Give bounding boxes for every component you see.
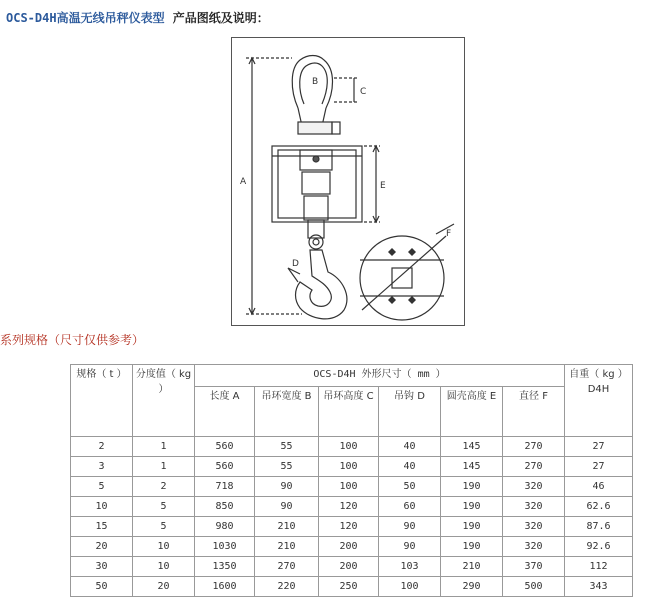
table-row — [71, 477, 633, 497]
table-cell: 112 — [565, 557, 633, 577]
table-cell: 320 — [503, 537, 565, 557]
table-cell: 250 — [319, 577, 379, 597]
col-hook-header: 吊钩 D — [379, 387, 441, 437]
page-header — [6, 9, 269, 26]
table-cell: 980 — [195, 517, 255, 537]
table-cell: 190 — [441, 497, 503, 517]
table-row — [71, 577, 633, 597]
table-cell: 210 — [255, 517, 319, 537]
table-cell: 320 — [503, 497, 565, 517]
table-cell: 145 — [441, 457, 503, 477]
table-cell: 27 — [565, 437, 633, 457]
spec-section-title: 系列规格（尺寸仅供参考） — [0, 333, 145, 347]
table-cell: 100 — [319, 437, 379, 457]
table-cell: 2 — [133, 477, 195, 497]
table-cell: 850 — [195, 497, 255, 517]
table-cell: 343 — [565, 577, 633, 597]
col-length-header: 长度 A — [195, 387, 255, 437]
table-cell: 90 — [379, 517, 441, 537]
table-cell: 60 — [379, 497, 441, 517]
table-cell: 5 — [133, 497, 195, 517]
col-ring-width-header: 吊环宽度 B — [255, 387, 319, 437]
table-cell: 270 — [255, 557, 319, 577]
label-d: D — [292, 259, 299, 269]
spec-table — [70, 364, 633, 597]
table-cell: 100 — [319, 457, 379, 477]
table-cell: 290 — [441, 577, 503, 597]
table-cell: 120 — [319, 497, 379, 517]
table-cell: 50 — [379, 477, 441, 497]
table-cell: 1 — [133, 457, 195, 477]
col-division-header: 分度值（ kg ） — [133, 365, 195, 437]
table-cell: 100 — [379, 577, 441, 597]
model-title: OCS-D4H高温无线吊秤仪表型 — [6, 11, 165, 25]
table-cell: 370 — [503, 557, 565, 577]
table-cell: 3 — [71, 457, 133, 477]
table-cell: 145 — [441, 437, 503, 457]
hook — [296, 250, 347, 319]
dimension-group-header: OCS-D4H 外形尺寸（ mm ） — [195, 365, 565, 387]
col-spec-header: 规格（ t ） — [71, 365, 133, 437]
table-cell: 55 — [255, 437, 319, 457]
table-cell: 718 — [195, 477, 255, 497]
table-cell: 15 — [71, 517, 133, 537]
table-cell: 200 — [319, 537, 379, 557]
table-cell: 560 — [195, 457, 255, 477]
table-cell: 220 — [255, 577, 319, 597]
table-cell: 50 — [71, 577, 133, 597]
table-cell: 10 — [133, 537, 195, 557]
table-cell: 270 — [503, 457, 565, 477]
table-row — [71, 457, 633, 477]
label-a: A — [240, 177, 247, 187]
table-cell: 20 — [133, 577, 195, 597]
table-cell: 270 — [503, 437, 565, 457]
table-cell: 1600 — [195, 577, 255, 597]
table-cell: 5 — [133, 517, 195, 537]
table-cell: 103 — [379, 557, 441, 577]
table-cell: 120 — [319, 517, 379, 537]
label-c: C — [360, 87, 367, 97]
table-row — [71, 437, 633, 457]
col-weight-header: 自重（ kg ）D4H — [565, 365, 633, 437]
table-cell: 190 — [441, 537, 503, 557]
table-cell: 190 — [441, 477, 503, 497]
table-row — [71, 497, 633, 517]
table-cell: 46 — [565, 477, 633, 497]
table-cell: 55 — [255, 457, 319, 477]
table-cell: 200 — [319, 557, 379, 577]
table-cell: 210 — [441, 557, 503, 577]
crane-scale-drawing — [232, 38, 464, 325]
table-cell: 500 — [503, 577, 565, 597]
table-cell: 90 — [255, 497, 319, 517]
table-cell: 62.6 — [565, 497, 633, 517]
table-cell: 1030 — [195, 537, 255, 557]
table-cell: 40 — [379, 457, 441, 477]
table-cell: 10 — [71, 497, 133, 517]
table-cell: 210 — [255, 537, 319, 557]
label-b: B — [312, 77, 319, 87]
col-ring-height-header: 吊环高度 C — [319, 387, 379, 437]
table-cell: 320 — [503, 477, 565, 497]
label-f: F — [446, 229, 452, 239]
table-cell: 5 — [71, 477, 133, 497]
product-drawing — [231, 37, 465, 326]
table-cell: 40 — [379, 437, 441, 457]
table-cell: 1350 — [195, 557, 255, 577]
table-cell: 90 — [255, 477, 319, 497]
col-shell-height-header: 圆壳高度 E — [441, 387, 503, 437]
col-diameter-header: 直径 F — [503, 387, 565, 437]
table-cell: 1 — [133, 437, 195, 457]
table-cell: 92.6 — [565, 537, 633, 557]
table-cell: 27 — [565, 457, 633, 477]
drawing-subtitle: 产品图纸及说明： — [172, 11, 269, 25]
table-cell: 320 — [503, 517, 565, 537]
table-cell: 90 — [379, 537, 441, 557]
table-row — [71, 517, 633, 537]
table-cell: 190 — [441, 517, 503, 537]
table-cell: 100 — [319, 477, 379, 497]
table-cell: 87.6 — [565, 517, 633, 537]
table-cell: 20 — [71, 537, 133, 557]
table-cell: 10 — [133, 557, 195, 577]
table-cell: 2 — [71, 437, 133, 457]
table-cell: 560 — [195, 437, 255, 457]
table-cell: 30 — [71, 557, 133, 577]
table-row — [71, 557, 633, 577]
table-row — [71, 537, 633, 557]
label-e: E — [380, 181, 386, 191]
